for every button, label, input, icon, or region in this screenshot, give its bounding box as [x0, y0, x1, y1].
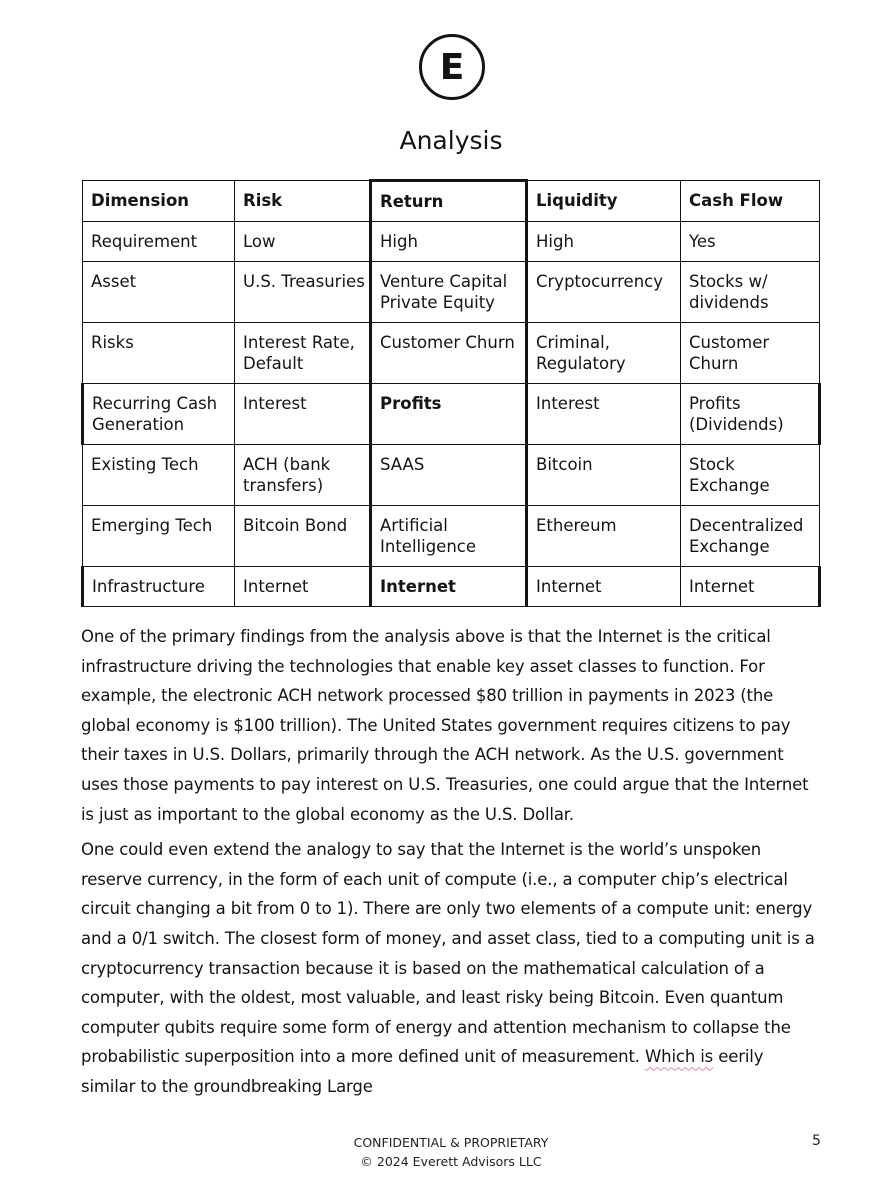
paragraph [81, 835, 821, 1101]
table-cell: ACH (bank transfers) [235, 445, 371, 506]
table-row [83, 323, 820, 384]
table-cell: Infrastructure [83, 567, 235, 607]
paragraph: One of the primary findings from the analysis above is that the Internet is the critical infrastructure driving the technologies that enable key asset classes to function. For example, the electronic ACH network processed $80 trillion in payments in 2023 (the global economy is $100 trillion). The United States government requires citizens to pay their taxes in U.S. Dollars, primarily through the ACH network. As the U.S. government uses those payments to pay interest on U.S. Treasuries, one could argue that the Internet is just as important to the global economy as the U.S. Dollar. [81, 627, 809, 824]
table-cell: SAAS [371, 445, 527, 506]
table-row-highlighted [83, 567, 820, 607]
header-risk: Risk [235, 181, 371, 222]
table-cell: Interest Rate, Default [235, 323, 371, 384]
table-cell: Internet [681, 567, 820, 607]
table-row [83, 445, 820, 506]
table-row [83, 222, 820, 262]
table-cell: Stock Exchange [681, 445, 820, 506]
table-cell: Requirement [83, 222, 235, 262]
table-cell: Internet [235, 567, 371, 607]
header-cash-flow: Cash Flow [681, 181, 820, 222]
body-text [81, 622, 821, 1108]
page-title: Analysis [399, 126, 503, 155]
company-logo-icon [419, 34, 485, 100]
copyright-notice: © 2024 Everett Advisors LLC [360, 1154, 542, 1169]
table-cell: Profits (Dividends) [681, 384, 820, 445]
table-cell: Venture Capital Private Equity [371, 262, 527, 323]
table-cell: Stocks w/ dividends [681, 262, 820, 323]
table-cell: Artificial Intelligence [371, 506, 527, 567]
table-row [83, 262, 820, 323]
table-row [83, 506, 820, 567]
table-cell: Customer Churn [371, 323, 527, 384]
table-cell: Interest [527, 384, 681, 445]
page-number: 5 [812, 1133, 821, 1149]
table-cell: Customer Churn [681, 323, 820, 384]
table-header-row [83, 181, 820, 222]
table-cell: Interest [235, 384, 371, 445]
table-cell: Internet [371, 567, 527, 607]
header-liquidity: Liquidity [527, 181, 681, 222]
table-cell: U.S. Treasuries [235, 262, 371, 323]
header-dimension: Dimension [83, 181, 235, 222]
logo-letter: E [439, 46, 465, 88]
table-cell: Bitcoin Bond [235, 506, 371, 567]
table-cell: Emerging Tech [83, 506, 235, 567]
table-cell: Profits [371, 384, 527, 445]
paragraph-text: eerily similar to the groundbreaking Large [81, 1047, 764, 1096]
table-cell: Risks [83, 323, 235, 384]
analysis-table [81, 179, 821, 607]
table-cell: High [527, 222, 681, 262]
table-cell: Recurring Cash Generation [83, 384, 235, 445]
table-cell: Ethereum [527, 506, 681, 567]
paragraph-text: One could even extend the analogy to say that the Internet is the world’s unspoken reserve currency, in the form of each unit of compute (i.e., a computer chip’s electrical circuit changing a bit from 0 to 1). There are only two elements of a compute unit: energy and a 0/1 switch. The closest form of money, and asset class, tied to a computing unit is a cryptocurrency transaction because it is based on the mathematical calculation of a computer, with the oldest, most valuable, and least risky being Bitcoin. Even quantum computer qubits require some form of energy and attention mechanism to collapse the probabilistic superposition into a more defined unit of measurement. [81, 840, 815, 1067]
table-cell: Yes [681, 222, 820, 262]
confidential-notice: CONFIDENTIAL & PROPRIETARY [353, 1135, 549, 1150]
page-footer [0, 1133, 880, 1171]
table-cell: Criminal, Regulatory [527, 323, 681, 384]
table-cell: Low [235, 222, 371, 262]
table-cell: Internet [527, 567, 681, 607]
table-cell: High [371, 222, 527, 262]
header-return: Return [371, 181, 527, 222]
table-row-highlighted [83, 384, 820, 445]
table-cell: Decentralized Exchange [681, 506, 820, 567]
table-cell: Asset [83, 262, 235, 323]
table-cell: Cryptocurrency [527, 262, 681, 323]
table-cell: Bitcoin [527, 445, 681, 506]
table-cell: Existing Tech [83, 445, 235, 506]
spellcheck-flagged-text[interactable]: Which is [644, 1047, 714, 1067]
